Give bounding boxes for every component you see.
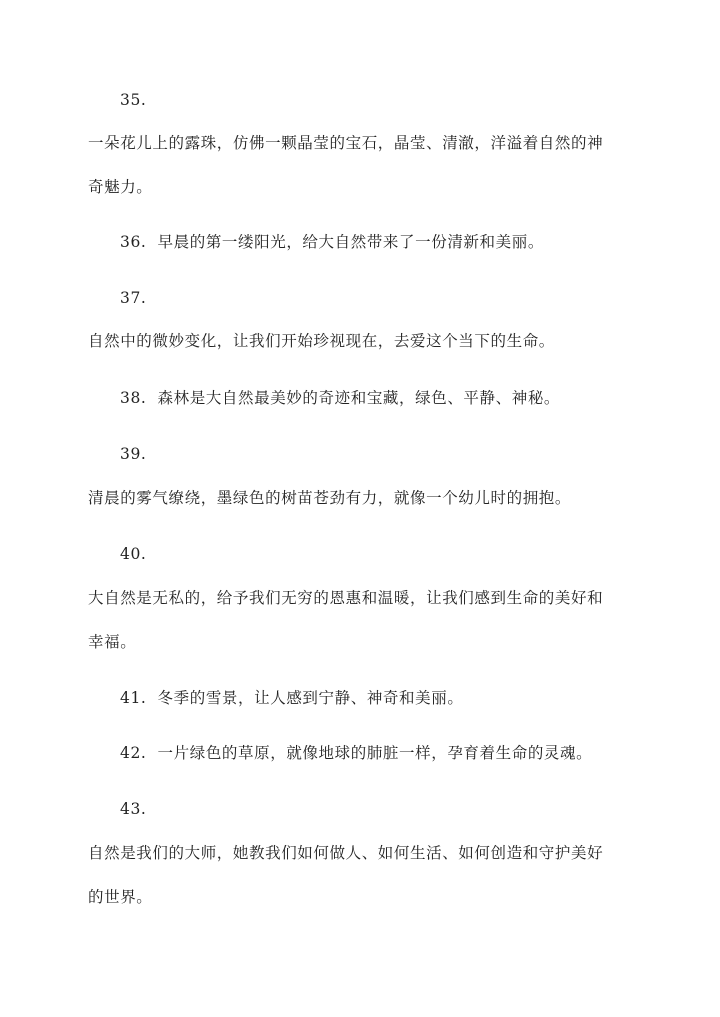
item-number: 41. <box>120 689 147 707</box>
item-text-line: 幸福。 <box>88 633 137 651</box>
item-number: 38. <box>120 389 147 407</box>
item-text-line: 奇魅力。 <box>88 178 153 196</box>
item-number: 43. <box>120 800 147 818</box>
item-text: 早晨的第一缕阳光，给大自然带来了一份清新和美丽。 <box>157 233 544 251</box>
item-text: 森林是大自然最美妙的奇迹和宝藏，绿色、平静、神秘。 <box>157 389 561 407</box>
item-line <box>120 231 640 253</box>
item-text-line: 自然中的微妙变化，让我们开始珍视现在，去爱这个当下的生命。 <box>88 332 555 350</box>
item-line <box>120 687 640 709</box>
item-number: 39. <box>120 445 147 463</box>
item-text-line: 一朵花儿上的露珠，仿佛一颗晶莹的宝石，晶莹、清澈，洋溢着自然的神 <box>88 134 604 152</box>
item-text-line: 自然是我们的大师，她教我们如何做人、如何生活、如何创造和守护美好 <box>88 844 604 862</box>
item-number: 37. <box>120 289 147 307</box>
item-number: 40. <box>120 545 147 563</box>
item-number: 42. <box>120 744 147 762</box>
item-text-line: 的世界。 <box>88 888 153 906</box>
item-number: 36. <box>120 233 147 251</box>
item-line <box>120 742 640 764</box>
item-number: 35. <box>120 91 147 109</box>
item-text: 一片绿色的草原，就像地球的肺脏一样，孕育着生命的灵魂。 <box>157 744 593 762</box>
item-line <box>120 387 640 409</box>
item-text-line: 清晨的雾气缭绕，墨绿色的树苗苍劲有力，就像一个幼儿时的拥抱。 <box>88 489 572 507</box>
item-text: 冬季的雪景，让人感到宁静、神奇和美丽。 <box>157 689 464 707</box>
item-text-line: 大自然是无私的，给予我们无穷的恩惠和温暖，让我们感到生命的美好和 <box>88 589 604 607</box>
